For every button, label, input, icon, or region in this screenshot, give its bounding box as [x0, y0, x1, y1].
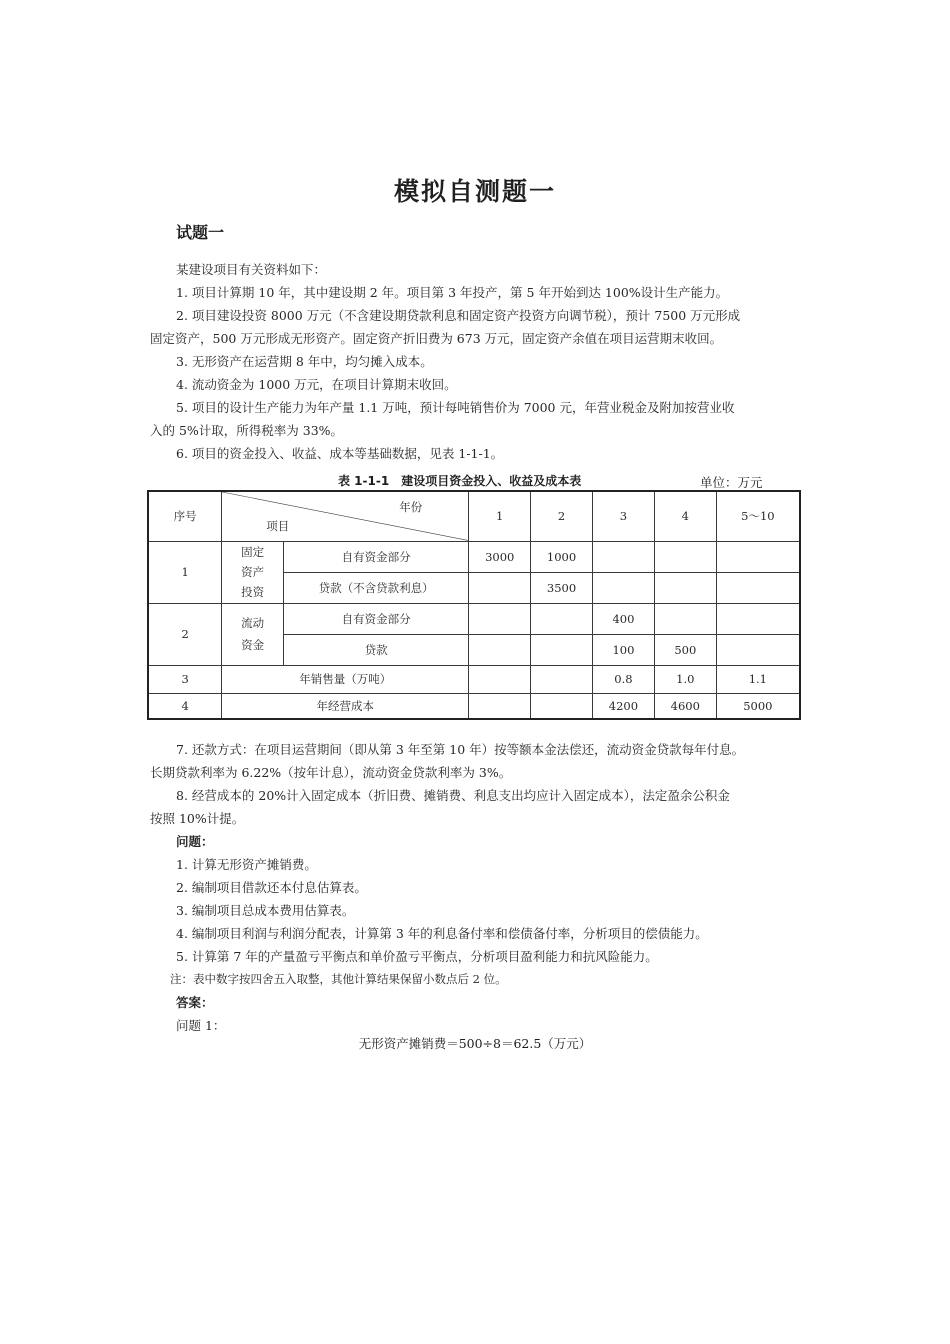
header-col-3: 3 [593, 491, 655, 541]
cell: 1.1 [716, 665, 800, 693]
cell [716, 634, 800, 665]
cell: 1000 [531, 541, 593, 572]
question-2: 2. 编制项目借款还本付息估算表。 [176, 880, 367, 895]
item-8-line-2: 按照 10%计提。 [150, 811, 245, 826]
row-sub: 贷款（不含贷款利息） [284, 572, 469, 603]
item-4: 4. 流动资金为 1000 万元，在项目计算期末收回。 [176, 377, 457, 392]
header-col-2: 2 [531, 491, 593, 541]
cell [654, 603, 716, 634]
header-seq: 序号 [148, 491, 222, 541]
questions-heading: 问题： [176, 834, 214, 849]
cell [469, 572, 531, 603]
cell [716, 572, 800, 603]
cell: 1.0 [654, 665, 716, 693]
item-7-line-2: 长期贷款利率为 6.22%（按年计息），流动资金贷款利率为 3%。 [150, 765, 512, 780]
intro-text: 某建设项目有关资料如下： [176, 262, 327, 277]
cell [593, 572, 655, 603]
cell: 4200 [593, 693, 655, 719]
item-5-line-1: 5. 项目的设计生产能力为年产量 1.1 万吨，预计每吨销售价为 7000 元，年营业税金及附加按营业收 [176, 400, 735, 415]
row-group: 流动 资金 [222, 603, 284, 665]
row-seq: 2 [148, 603, 222, 665]
answer-q1-heading: 问题 1： [176, 1018, 226, 1033]
cell [531, 603, 593, 634]
item-3: 3. 无形资产在运营期 8 年中，均匀摊入成本。 [176, 354, 433, 369]
item-2-line-1: 2. 项目建设投资 8000 万元（不含建设期贷款利息和固定资产投资方向调节税），预计 7500 万元形成 [176, 308, 741, 323]
diagonal-line [222, 492, 468, 541]
header-item: 项目 [266, 518, 290, 533]
cell [469, 603, 531, 634]
table-row [148, 541, 800, 572]
cell [531, 665, 593, 693]
table-row [148, 603, 800, 634]
header-col-5-10: 5～10 [716, 491, 800, 541]
cell: 500 [654, 634, 716, 665]
cell: 400 [593, 603, 655, 634]
table-unit: 单位：万元 [700, 475, 763, 490]
cell [593, 541, 655, 572]
header-year: 年份 [399, 500, 423, 514]
header-diagonal-cell [222, 491, 469, 541]
row-sub: 贷款 [284, 634, 469, 665]
cell: 4600 [654, 693, 716, 719]
header-col-1: 1 [469, 491, 531, 541]
cell [469, 665, 531, 693]
row-sub: 自有资金部分 [284, 541, 469, 572]
cell [469, 693, 531, 719]
question-4: 4. 编制项目利润与利润分配表，计算第 3 年的利息备付率和偿债备付率，分析项目的偿债能力。 [176, 926, 708, 941]
table-row [148, 665, 800, 693]
row-group: 固定 资产 投资 [222, 541, 284, 603]
table-row [148, 693, 800, 719]
question-1: 1. 计算无形资产摊销费。 [176, 857, 317, 872]
cell [716, 603, 800, 634]
row-item: 年经营成本 [222, 693, 469, 719]
row-seq: 4 [148, 693, 222, 719]
question-3: 3. 编制项目总成本费用估算表。 [176, 903, 355, 918]
section-heading: 试题一 [176, 223, 225, 242]
item-1: 1. 项目计算期 10 年，其中建设期 2 年。项目第 3 年投产，第 5 年开始到达 100%设计生产能力。 [176, 285, 729, 300]
table-caption: 表 1-1-1 建设项目资金投入、收益及成本表 [338, 474, 582, 488]
header-col-4: 4 [654, 491, 716, 541]
cell [654, 541, 716, 572]
row-seq: 3 [148, 665, 222, 693]
cell: 0.8 [593, 665, 655, 693]
question-5: 5. 计算第 7 年的产量盈亏平衡点和单价盈亏平衡点，分析项目盈利能力和抗风险能力。 [176, 949, 658, 964]
cell [531, 634, 593, 665]
answers-heading: 答案： [176, 995, 214, 1010]
intro-block [150, 258, 806, 465]
cell [469, 634, 531, 665]
cell: 3000 [469, 541, 531, 572]
cell: 100 [593, 634, 655, 665]
investment-table [147, 490, 801, 720]
item-6: 6. 项目的资金投入、收益、成本等基础数据，见表 1-1-1。 [176, 446, 504, 461]
item-2-line-2: 固定资产，500 万元形成无形资产。固定资产折旧费为 673 万元，固定资产余值在项目运营期末收回。 [150, 331, 723, 346]
answer-formula: 无形资产摊销费＝500÷8＝62.5（万元） [358, 1036, 592, 1051]
row-item: 年销售量（万吨） [222, 665, 469, 693]
cell [654, 572, 716, 603]
row-seq: 1 [148, 541, 222, 603]
table-header-row [148, 491, 800, 541]
item-5-line-2: 入的 5%计取，所得税率为 33%。 [150, 423, 344, 438]
item-7-line-1: 7. 还款方式：在项目运营期间（即从第 3 年至第 10 年）按等额本金法偿还，流动资金贷款每年付息。 [176, 742, 745, 757]
row-sub: 自有资金部分 [284, 603, 469, 634]
cell: 5000 [716, 693, 800, 719]
item-8-line-1: 8. 经营成本的 20%计入固定成本（折旧费、摊销费、利息支出均应计入固定成本），法定盈余公积金 [176, 788, 730, 803]
cell: 3500 [531, 572, 593, 603]
cell [716, 541, 800, 572]
cell [531, 693, 593, 719]
page-title: 模拟自测题一 [393, 177, 556, 206]
note-text: 注：表中数字按四舍五入取整，其他计算结果保留小数点后 2 位。 [170, 972, 507, 986]
after-table-block [150, 738, 806, 1037]
